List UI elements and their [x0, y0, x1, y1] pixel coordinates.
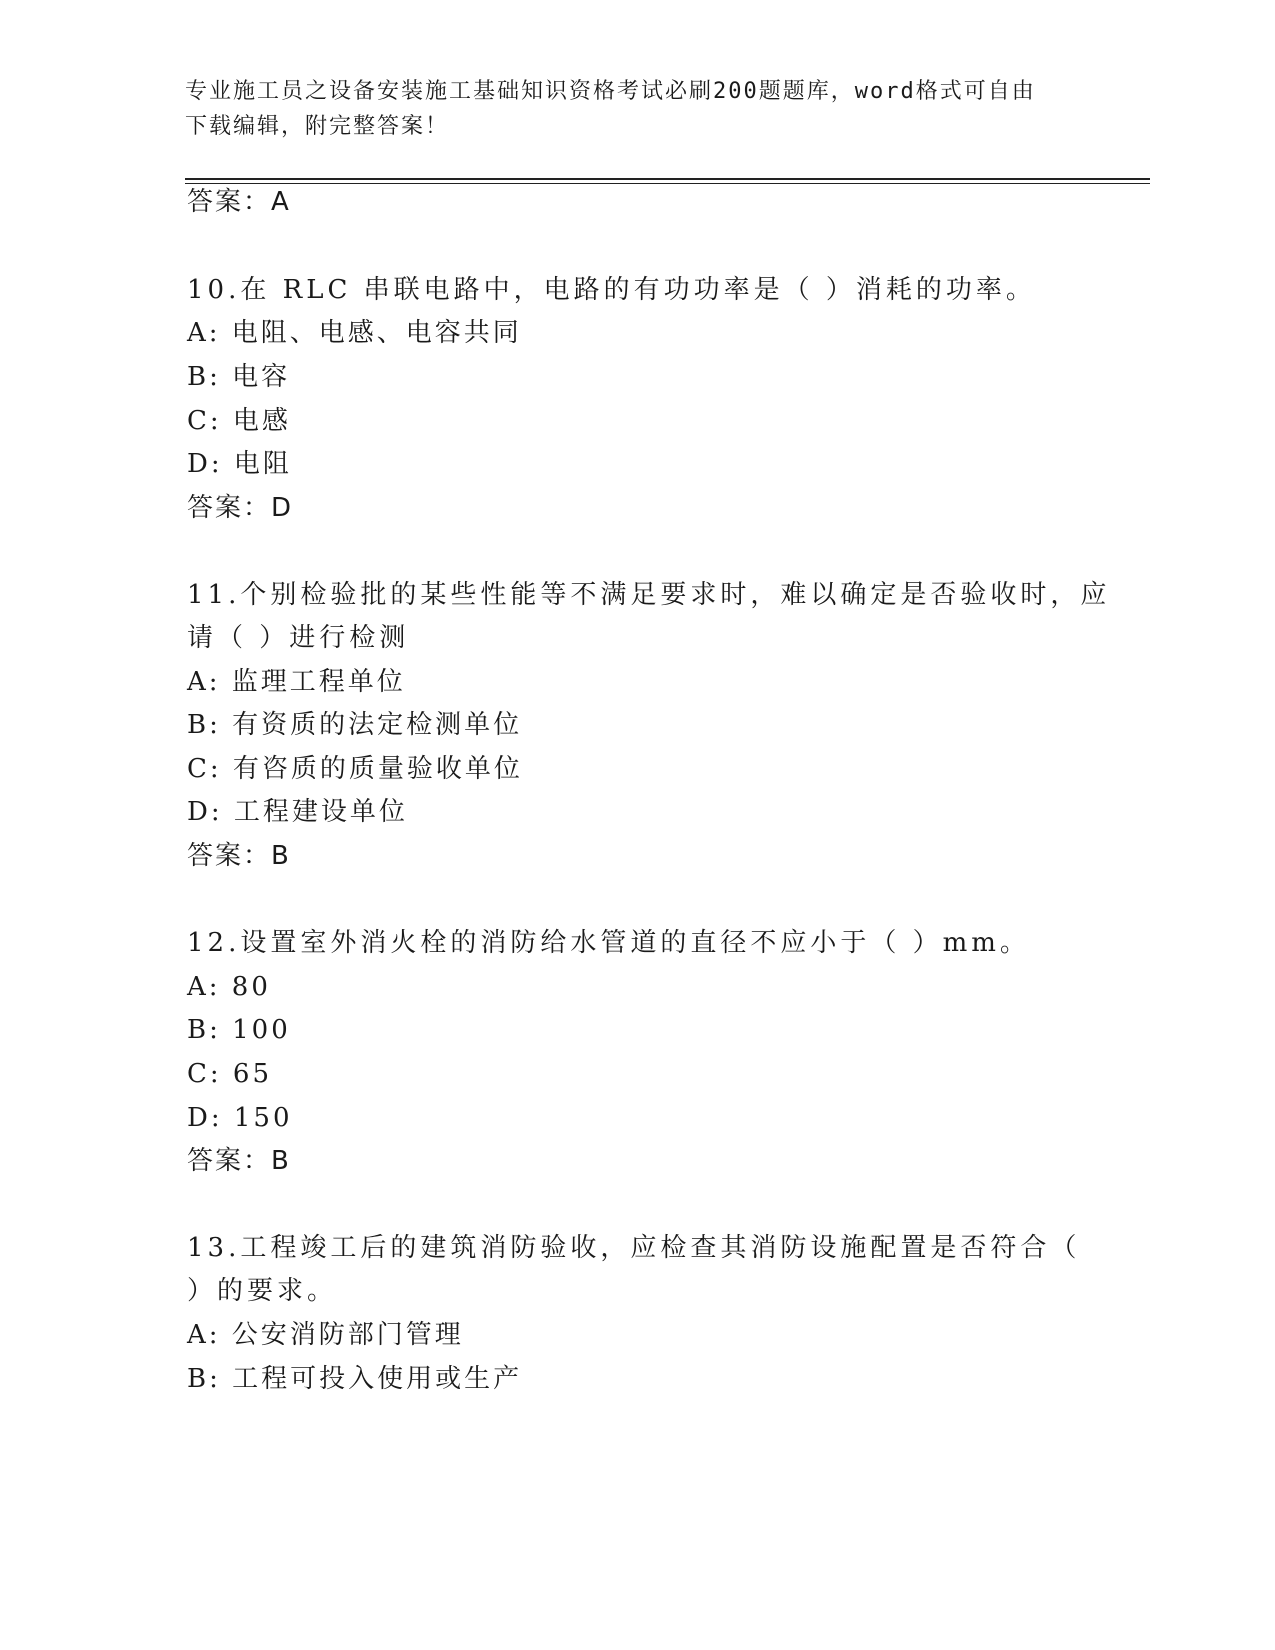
header-line-2: 下载编辑，附完整答案！ — [185, 114, 450, 139]
question-12-option-c: C: 65 — [187, 1059, 273, 1089]
question-12-option-a: A: 80 — [187, 972, 271, 1002]
question-13-title-line-2: ）的要求。 — [187, 1276, 338, 1306]
question-12-option-d: D: 150 — [187, 1103, 293, 1133]
page-header — [185, 74, 1065, 144]
header-divider-thick — [185, 178, 1150, 180]
question-10-option-d: D: 电阻 — [187, 449, 292, 479]
question-11-option-a: A: 监理工程单位 — [187, 667, 406, 697]
question-11-title-line-1: 11.个别检验批的某些性能等不满足要求时，难以确定是否验收时，应 — [187, 580, 1111, 610]
question-10-option-a: A: 电阻、电感、电容共同 — [187, 318, 522, 348]
question-12-title: 12.设置室外消火栓的消防给水管道的直径不应小于（ ）mm。 — [187, 928, 1030, 958]
question-13-option-b: B: 工程可投入使用或生产 — [187, 1364, 523, 1394]
question-11-title-line-2: 请（ ）进行检测 — [187, 623, 410, 653]
question-10-option-c: C: 电感 — [187, 406, 291, 436]
question-11-option-d: D: 工程建设单位 — [187, 797, 408, 827]
header-divider-thin — [185, 183, 1150, 184]
question-11-option-c: C: 有咨质的质量验收单位 — [187, 754, 523, 784]
question-13-title-line-1: 13.工程竣工后的建筑消防验收，应检查其消防设施配置是否符合（ — [187, 1233, 1081, 1263]
question-13-option-a: A: 公安消防部门管理 — [187, 1320, 464, 1350]
question-10-option-b: B: 电容 — [187, 362, 291, 392]
previous-answer: 答案：A — [187, 187, 291, 217]
question-10-title: 10.在 RLC 串联电路中，电路的有功功率是（ ）消耗的功率。 — [187, 275, 1036, 305]
question-12-option-b: B: 100 — [187, 1015, 291, 1045]
question-11-answer: 答案：B — [187, 841, 291, 871]
question-10-answer: 答案：D — [187, 493, 294, 523]
question-12-answer: 答案：B — [187, 1146, 291, 1176]
header-line-1: 专业施工员之设备安装施工基础知识资格考试必刷200题题库，word格式可自由 — [185, 79, 1036, 104]
question-11-option-b: B: 有资质的法定检测单位 — [187, 710, 523, 740]
